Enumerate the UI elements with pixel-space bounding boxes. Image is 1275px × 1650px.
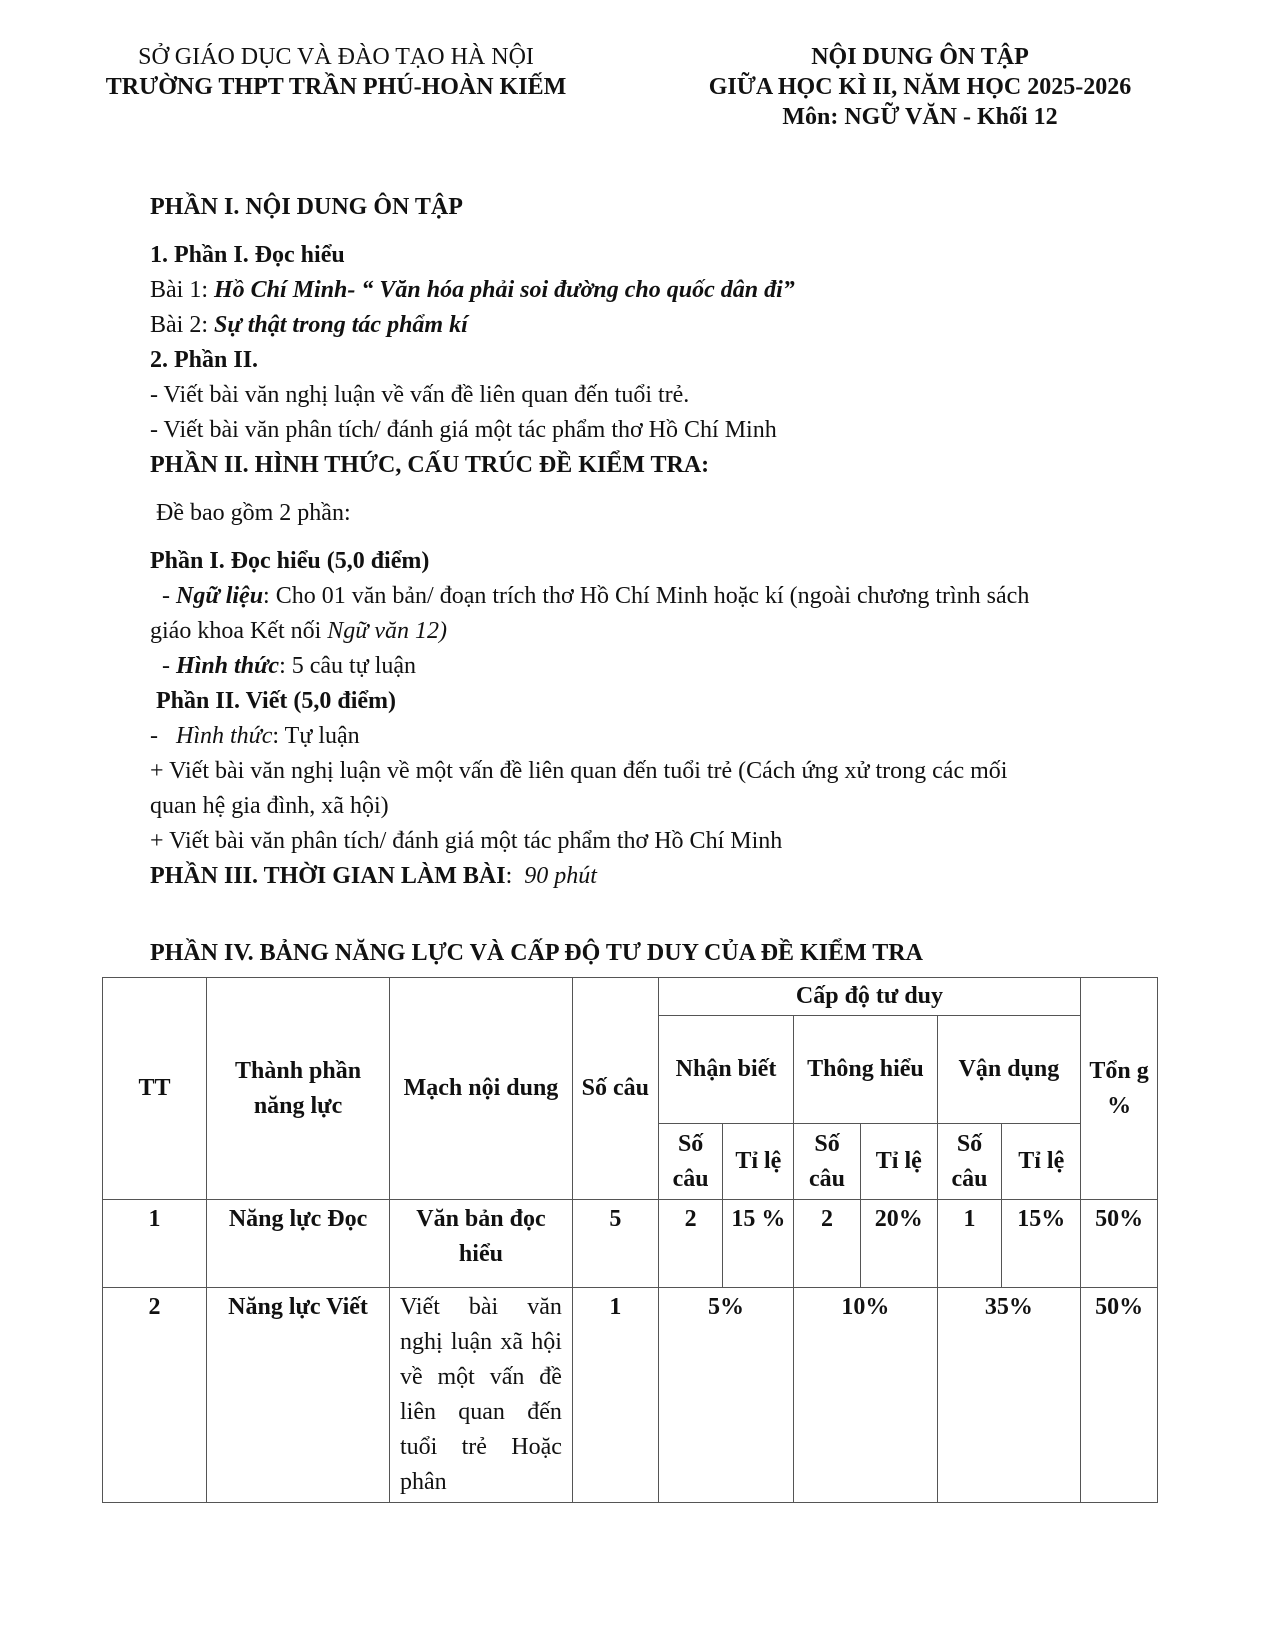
subject-grade: Môn: NGỮ VĂN - Khối 12 xyxy=(782,104,1058,130)
cell-recognize-rate: 5% xyxy=(658,1288,793,1503)
part3-heading: PHẦN III. THỜI GIAN LÀM BÀI xyxy=(150,863,506,889)
part2-sec1-heading: Phần I. Đọc hiểu (5,0 điểm) xyxy=(150,548,430,574)
cell-count: 5 xyxy=(572,1200,658,1288)
part4-heading: PHẦN IV. BẢNG NĂNG LỰC VÀ CẤP ĐỘ TƯ DUY CỦA ĐỀ KIỂM TRA xyxy=(150,940,923,966)
cell-total: 50% xyxy=(1081,1288,1158,1503)
bullet1-line1: + Viết bài văn nghị luận về một vấn đề liên quan đến tuổi trẻ (Cách ứng xử trong các mối xyxy=(150,758,1008,784)
school-name: TRƯỜNG THPT TRẦN PHÚ-HOÀN KIẾM xyxy=(105,74,567,100)
cell-understand-rate: 20% xyxy=(860,1200,937,1288)
material-line: - Ngữ liệu: Cho 01 văn bản/ đoạn trích thơ Hồ Chí Minh hoặc kí (ngoài chương trình sách xyxy=(162,583,1030,609)
sub-count: Số câu xyxy=(794,1124,861,1200)
cell-understand-rate: 10% xyxy=(794,1288,937,1503)
sub-rate: Tỉ lệ xyxy=(860,1124,937,1200)
cell-count: 1 xyxy=(572,1288,658,1503)
material-line2: giáo khoa Kết nối Ngữ văn 12) xyxy=(150,618,448,644)
part1-item1: - Viết bài văn nghị luận về vấn đề liên quan đến tuổi trẻ. xyxy=(150,382,690,408)
sub-count: Số câu xyxy=(937,1124,1002,1200)
bullet1-line2: quan hệ gia đình, xã hội) xyxy=(150,793,389,819)
col-content: Mạch nội dung xyxy=(389,978,572,1200)
col-total: Tổn g % xyxy=(1081,978,1158,1200)
lesson2: Bài 2: Sự thật trong tác phẩm kí xyxy=(150,312,468,338)
cell-tt: 1 xyxy=(103,1200,207,1288)
form1-line: - Hình thức: 5 câu tự luận xyxy=(162,653,417,679)
part1-sub1: 1. Phần I. Đọc hiểu xyxy=(150,242,345,268)
cell-tt: 2 xyxy=(103,1288,207,1503)
sub-rate: Tỉ lệ xyxy=(1002,1124,1081,1200)
cell-understand-count: 2 xyxy=(794,1200,861,1288)
cell-content: Văn bản đọc hiểu xyxy=(389,1200,572,1288)
part1-item2: - Viết bài văn phân tích/ đánh giá một tác phẩm thơ Hồ Chí Minh xyxy=(150,417,777,443)
lesson1: Bài 1: Hồ Chí Minh- “ Văn hóa phải soi đường cho quốc dân đi” xyxy=(150,277,795,303)
part2-sec2-heading: Phần II. Viết (5,0 điểm) xyxy=(156,688,396,714)
level-apply: Vận dụng xyxy=(937,1016,1080,1124)
table-row xyxy=(103,1288,1158,1503)
cell-apply-rate: 15% xyxy=(1002,1200,1081,1288)
department-name: SỞ GIÁO DỤC VÀ ĐÀO TẠO HÀ NỘI xyxy=(138,44,534,70)
bullet2: + Viết bài văn phân tích/ đánh giá một tác phẩm thơ Hồ Chí Minh xyxy=(150,828,783,854)
col-tt: TT xyxy=(103,978,207,1200)
table-row xyxy=(103,1200,1158,1288)
col-component: Thành phần năng lực xyxy=(207,978,390,1200)
level-understand: Thông hiểu xyxy=(794,1016,937,1124)
sub-rate: Tỉ lệ xyxy=(723,1124,794,1200)
level-recognize: Nhận biết xyxy=(658,1016,793,1124)
form2-line: - Hình thức: Tự luận xyxy=(150,723,360,749)
header-left xyxy=(66,42,606,102)
competency-table xyxy=(102,977,1158,1503)
lesson2-title: Sự thật trong tác phẩm kí xyxy=(214,312,468,338)
part3-line: PHẦN III. THỜI GIAN LÀM BÀI: 90 phút xyxy=(150,863,597,889)
col-count: Số câu xyxy=(572,978,658,1200)
document-body xyxy=(150,190,1150,894)
cell-content: Viết bài văn nghị luận xã hội về một vấn đề liên quan đến tuổi trẻ Hoặc phân xyxy=(389,1288,572,1503)
col-level: Cấp độ tư duy xyxy=(658,978,1080,1016)
cell-recognize-count: 2 xyxy=(658,1200,723,1288)
cell-component: Năng lực Đọc xyxy=(207,1200,390,1288)
lesson1-title: Hồ Chí Minh- “ Văn hóa phải soi đường cho quốc dân đi” xyxy=(214,277,795,303)
part2-intro: Đề bao gồm 2 phần: xyxy=(156,500,351,526)
part1-sub2: 2. Phần II. xyxy=(150,347,259,373)
exam-time: 90 phút xyxy=(524,863,597,889)
part2-heading: PHẦN II. HÌNH THỨC, CẤU TRÚC ĐỀ KIỂM TRA: xyxy=(150,452,710,478)
document-title: NỘI DUNG ÔN TẬP xyxy=(811,44,1029,70)
part1-heading: PHẦN I. NỘI DUNG ÔN TẬP xyxy=(150,194,463,220)
cell-apply-rate: 35% xyxy=(937,1288,1080,1503)
sub-count: Số câu xyxy=(658,1124,723,1200)
header-right xyxy=(660,42,1180,132)
term-year: GIỮA HỌC KÌ II, NĂM HỌC 2025-2026 xyxy=(708,74,1132,100)
cell-recognize-rate: 15 % xyxy=(723,1200,794,1288)
cell-total: 50% xyxy=(1081,1200,1158,1288)
cell-component: Năng lực Viết xyxy=(207,1288,390,1503)
cell-apply-count: 1 xyxy=(937,1200,1002,1288)
